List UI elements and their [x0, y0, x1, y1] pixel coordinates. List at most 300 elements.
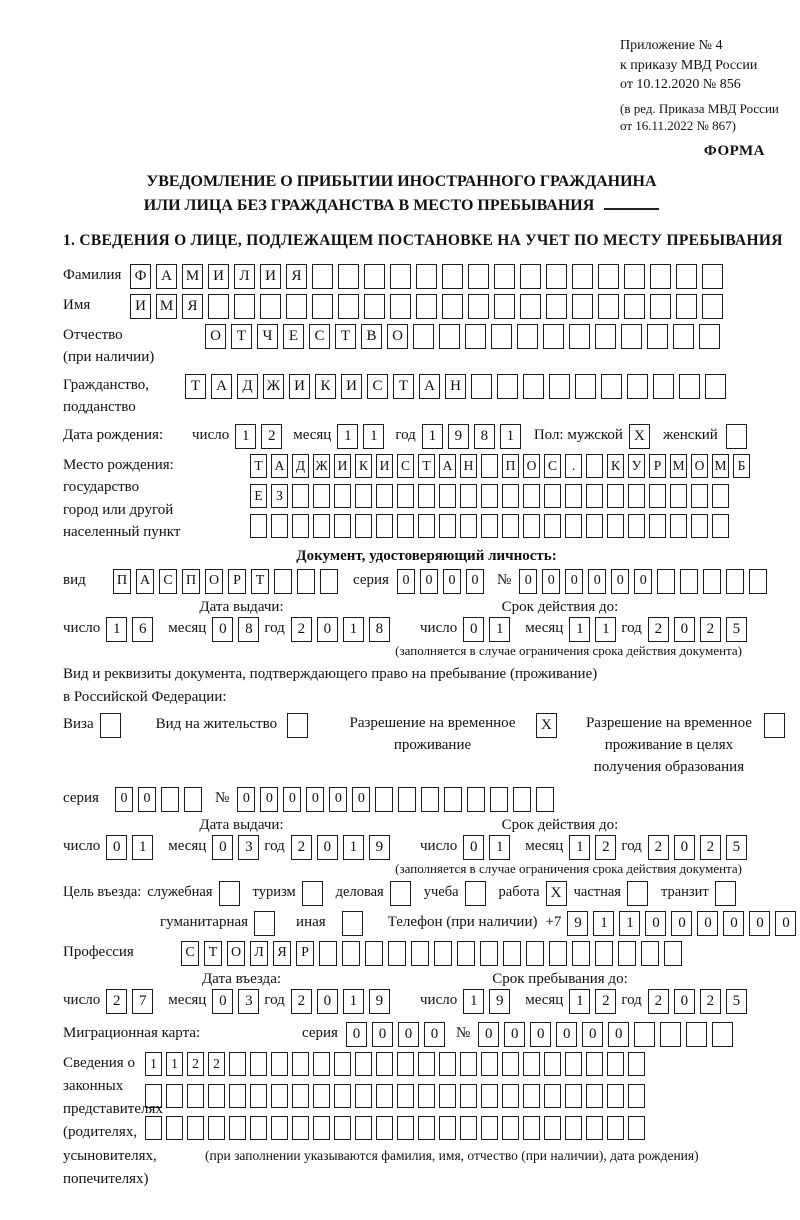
form-cell[interactable] [702, 294, 723, 319]
form-cell[interactable] [650, 264, 671, 289]
document-kind-cells[interactable] [113, 569, 343, 594]
form-cell[interactable]: X [536, 713, 557, 738]
form-cell[interactable]: И [130, 294, 151, 319]
form-cell[interactable]: 1 [569, 835, 590, 860]
stay-number-cells[interactable] [237, 787, 559, 812]
form-cell[interactable]: 2 [648, 835, 669, 860]
form-cell[interactable] [312, 264, 333, 289]
form-cell[interactable]: 0 [212, 617, 233, 642]
form-cell[interactable]: П [182, 569, 200, 594]
form-cell[interactable]: 0 [674, 617, 695, 642]
form-cell[interactable]: Т [418, 454, 435, 478]
form-cell[interactable]: О [205, 569, 223, 594]
form-cell[interactable]: 1 [337, 424, 358, 449]
form-cell[interactable]: 1 [166, 1052, 183, 1076]
form-cell[interactable] [595, 941, 613, 966]
form-cell[interactable] [670, 484, 687, 508]
form-cell[interactable]: Л [250, 941, 268, 966]
form-cell[interactable]: 2 [700, 617, 721, 642]
form-cell[interactable] [726, 424, 747, 449]
form-cell[interactable]: 0 [565, 569, 583, 594]
form-cell[interactable] [250, 1084, 267, 1108]
form-cell[interactable] [657, 569, 675, 594]
form-cell[interactable] [388, 941, 406, 966]
form-cell[interactable]: 0 [530, 1022, 551, 1047]
form-cell[interactable]: 0 [260, 787, 278, 812]
form-cell[interactable]: X [629, 424, 650, 449]
form-cell[interactable]: Р [296, 941, 314, 966]
form-cell[interactable] [523, 374, 544, 399]
form-cell[interactable] [411, 941, 429, 966]
id-valid-year-cells[interactable] [648, 617, 752, 642]
form-cell[interactable]: 1 [569, 617, 590, 642]
form-cell[interactable] [355, 1084, 372, 1108]
form-cell[interactable]: 2 [648, 989, 669, 1014]
form-cell[interactable] [702, 264, 723, 289]
form-cell[interactable]: Я [182, 294, 203, 319]
form-cell[interactable] [546, 294, 567, 319]
form-cell[interactable]: X [546, 881, 567, 906]
form-cell[interactable]: Т [393, 374, 414, 399]
form-cell[interactable] [161, 787, 179, 812]
form-cell[interactable] [439, 1116, 456, 1140]
form-cell[interactable]: О [691, 454, 708, 478]
form-cell[interactable]: М [670, 454, 687, 478]
stay-issue-year-cells[interactable] [291, 835, 395, 860]
form-cell[interactable]: 1 [595, 617, 616, 642]
form-cell[interactable] [705, 374, 726, 399]
form-cell[interactable] [421, 787, 439, 812]
form-cell[interactable] [229, 1052, 246, 1076]
document-series-cells[interactable] [397, 569, 489, 594]
form-cell[interactable]: 0 [443, 569, 461, 594]
form-cell[interactable]: 0 [346, 1022, 367, 1047]
sex-female-checkbox[interactable] [726, 424, 752, 449]
form-cell[interactable] [673, 324, 694, 349]
form-cell[interactable] [481, 1052, 498, 1076]
form-cell[interactable]: М [156, 294, 177, 319]
form-cell[interactable]: К [607, 454, 624, 478]
form-cell[interactable]: 0 [424, 1022, 445, 1047]
form-cell[interactable]: З [271, 484, 288, 508]
surname-cells[interactable] [130, 264, 728, 289]
form-cell[interactable] [442, 294, 463, 319]
document-number-cells[interactable] [519, 569, 772, 594]
form-cell[interactable] [271, 1084, 288, 1108]
form-cell[interactable] [457, 941, 475, 966]
form-cell[interactable] [467, 787, 485, 812]
form-cell[interactable] [292, 514, 309, 538]
form-cell[interactable]: . [565, 454, 582, 478]
form-cell[interactable]: 0 [608, 1022, 629, 1047]
form-cell[interactable] [595, 324, 616, 349]
form-cell[interactable] [680, 569, 698, 594]
stay-until-year-cells[interactable] [648, 989, 752, 1014]
form-cell[interactable]: С [544, 454, 561, 478]
form-cell[interactable] [292, 484, 309, 508]
form-cell[interactable] [624, 264, 645, 289]
form-cell[interactable] [628, 1052, 645, 1076]
form-cell[interactable] [712, 1022, 733, 1047]
form-cell[interactable]: 0 [398, 1022, 419, 1047]
form-cell[interactable] [502, 514, 519, 538]
form-cell[interactable] [229, 1084, 246, 1108]
form-cell[interactable]: 5 [726, 989, 747, 1014]
form-cell[interactable]: Т [204, 941, 222, 966]
form-cell[interactable] [480, 941, 498, 966]
form-cell[interactable] [544, 1116, 561, 1140]
purpose-study-checkbox[interactable] [465, 881, 491, 906]
form-cell[interactable] [444, 787, 462, 812]
form-cell[interactable]: 0 [397, 569, 415, 594]
form-cell[interactable]: И [341, 374, 362, 399]
form-cell[interactable]: Н [445, 374, 466, 399]
form-cell[interactable]: 0 [542, 569, 560, 594]
form-cell[interactable] [494, 264, 515, 289]
form-cell[interactable]: Р [649, 454, 666, 478]
form-cell[interactable]: 7 [132, 989, 153, 1014]
form-cell[interactable]: 1 [619, 911, 640, 936]
form-cell[interactable]: 6 [132, 617, 153, 642]
form-cell[interactable] [442, 264, 463, 289]
form-cell[interactable]: 1 [106, 617, 127, 642]
form-cell[interactable]: 0 [212, 989, 233, 1014]
form-cell[interactable]: 0 [671, 911, 692, 936]
form-cell[interactable]: А [419, 374, 440, 399]
form-cell[interactable] [526, 941, 544, 966]
representatives-cells-row3[interactable] [145, 1116, 649, 1140]
id-issue-day-cells[interactable] [106, 617, 158, 642]
form-cell[interactable]: Ч [257, 324, 278, 349]
form-cell[interactable] [355, 1052, 372, 1076]
form-cell[interactable] [481, 1084, 498, 1108]
form-cell[interactable]: 9 [489, 989, 510, 1014]
migration-series-cells[interactable] [346, 1022, 450, 1047]
id-issue-month-cells[interactable] [212, 617, 264, 642]
form-cell[interactable]: 5 [726, 835, 747, 860]
form-cell[interactable] [375, 787, 393, 812]
form-cell[interactable] [481, 484, 498, 508]
form-cell[interactable] [334, 1052, 351, 1076]
form-cell[interactable] [544, 1084, 561, 1108]
form-cell[interactable]: С [367, 374, 388, 399]
form-cell[interactable]: 3 [238, 835, 259, 860]
birth-month-cells[interactable] [337, 424, 389, 449]
form-cell[interactable] [390, 294, 411, 319]
form-cell[interactable] [292, 1116, 309, 1140]
form-cell[interactable]: И [260, 264, 281, 289]
form-cell[interactable]: Ж [313, 454, 330, 478]
form-cell[interactable] [494, 294, 515, 319]
form-cell[interactable] [565, 1116, 582, 1140]
phone-cells[interactable] [567, 911, 800, 936]
form-cell[interactable] [628, 1084, 645, 1108]
stay-until-month-cells[interactable] [569, 989, 621, 1014]
form-cell[interactable] [271, 514, 288, 538]
form-cell[interactable]: 2 [291, 835, 312, 860]
form-cell[interactable] [439, 1084, 456, 1108]
form-cell[interactable]: 1 [343, 617, 364, 642]
form-cell[interactable]: 1 [343, 835, 364, 860]
form-cell[interactable]: С [397, 454, 414, 478]
form-cell[interactable]: 1 [132, 835, 153, 860]
form-cell[interactable] [234, 294, 255, 319]
form-cell[interactable] [621, 324, 642, 349]
form-cell[interactable]: 9 [448, 424, 469, 449]
form-cell[interactable] [355, 484, 372, 508]
form-cell[interactable] [764, 713, 785, 738]
form-cell[interactable] [607, 1084, 624, 1108]
form-cell[interactable] [292, 1052, 309, 1076]
form-cell[interactable] [572, 294, 593, 319]
form-cell[interactable]: 0 [352, 787, 370, 812]
birth-day-cells[interactable] [235, 424, 287, 449]
form-cell[interactable]: 0 [283, 787, 301, 812]
form-cell[interactable] [398, 787, 416, 812]
form-cell[interactable] [565, 484, 582, 508]
form-cell[interactable]: 1 [569, 989, 590, 1014]
form-cell[interactable]: И [376, 454, 393, 478]
form-cell[interactable] [465, 324, 486, 349]
form-cell[interactable] [338, 264, 359, 289]
form-cell[interactable] [586, 484, 603, 508]
form-cell[interactable] [468, 264, 489, 289]
form-cell[interactable] [319, 941, 337, 966]
form-cell[interactable]: М [712, 454, 729, 478]
form-cell[interactable] [607, 1052, 624, 1076]
form-cell[interactable]: 0 [317, 989, 338, 1014]
form-cell[interactable] [546, 264, 567, 289]
form-cell[interactable] [397, 514, 414, 538]
form-cell[interactable] [543, 324, 564, 349]
form-cell[interactable]: 1 [145, 1052, 162, 1076]
temp-residence-edu-checkbox[interactable] [764, 713, 790, 738]
form-cell[interactable] [390, 881, 411, 906]
form-cell[interactable]: 0 [674, 989, 695, 1014]
form-cell[interactable] [439, 514, 456, 538]
form-cell[interactable] [491, 324, 512, 349]
purpose-official-checkbox[interactable] [219, 881, 245, 906]
form-cell[interactable] [607, 514, 624, 538]
form-cell[interactable] [586, 514, 603, 538]
form-cell[interactable] [287, 713, 308, 738]
form-cell[interactable]: О [205, 324, 226, 349]
form-cell[interactable] [598, 294, 619, 319]
form-cell[interactable]: 2 [700, 835, 721, 860]
purpose-work-checkbox[interactable] [546, 881, 572, 906]
form-cell[interactable] [726, 569, 744, 594]
form-cell[interactable] [376, 484, 393, 508]
form-cell[interactable] [338, 294, 359, 319]
form-cell[interactable] [413, 324, 434, 349]
form-cell[interactable]: О [523, 454, 540, 478]
form-cell[interactable] [598, 264, 619, 289]
form-cell[interactable]: 1 [235, 424, 256, 449]
form-cell[interactable]: 2 [595, 835, 616, 860]
form-cell[interactable]: К [355, 454, 372, 478]
form-cell[interactable]: Б [733, 454, 750, 478]
form-cell[interactable]: К [315, 374, 336, 399]
form-cell[interactable]: Н [460, 454, 477, 478]
form-cell[interactable] [523, 1116, 540, 1140]
birthplace-cells-row2[interactable] [250, 484, 733, 508]
form-cell[interactable]: 1 [463, 989, 484, 1014]
id-valid-day-cells[interactable] [463, 617, 515, 642]
form-cell[interactable] [460, 1052, 477, 1076]
form-cell[interactable] [523, 1052, 540, 1076]
form-cell[interactable]: 0 [611, 569, 629, 594]
birthplace-cells-row3[interactable] [250, 514, 733, 538]
form-cell[interactable]: 0 [115, 787, 133, 812]
form-cell[interactable]: 0 [588, 569, 606, 594]
given-name-cells[interactable] [130, 294, 728, 319]
form-cell[interactable]: О [387, 324, 408, 349]
form-cell[interactable] [100, 713, 121, 738]
form-cell[interactable]: 8 [238, 617, 259, 642]
form-cell[interactable] [536, 787, 554, 812]
form-cell[interactable] [334, 514, 351, 538]
birth-year-cells[interactable] [422, 424, 526, 449]
form-cell[interactable] [397, 1116, 414, 1140]
form-cell[interactable]: 0 [372, 1022, 393, 1047]
form-cell[interactable] [691, 484, 708, 508]
form-cell[interactable]: С [159, 569, 177, 594]
form-cell[interactable]: 0 [463, 617, 484, 642]
form-cell[interactable]: И [334, 454, 351, 478]
form-cell[interactable]: 0 [329, 787, 347, 812]
form-cell[interactable]: 2 [700, 989, 721, 1014]
citizenship-cells[interactable] [185, 374, 731, 399]
form-cell[interactable] [418, 484, 435, 508]
form-cell[interactable] [460, 514, 477, 538]
entry-day-cells[interactable] [106, 989, 158, 1014]
form-cell[interactable]: Л [234, 264, 255, 289]
form-cell[interactable]: И [289, 374, 310, 399]
form-cell[interactable] [502, 1116, 519, 1140]
form-cell[interactable] [565, 1052, 582, 1076]
form-cell[interactable]: Т [335, 324, 356, 349]
stay-valid-year-cells[interactable] [648, 835, 752, 860]
form-cell[interactable] [549, 374, 570, 399]
form-cell[interactable] [586, 1084, 603, 1108]
form-cell[interactable] [490, 787, 508, 812]
form-cell[interactable] [601, 374, 622, 399]
form-cell[interactable] [320, 569, 338, 594]
form-cell[interactable] [468, 294, 489, 319]
form-cell[interactable] [664, 941, 682, 966]
form-cell[interactable] [565, 514, 582, 538]
form-cell[interactable]: 1 [489, 835, 510, 860]
form-cell[interactable]: М [182, 264, 203, 289]
form-cell[interactable]: А [156, 264, 177, 289]
form-cell[interactable]: 0 [212, 835, 233, 860]
form-cell[interactable]: 0 [723, 911, 744, 936]
stay-valid-day-cells[interactable] [463, 835, 515, 860]
form-cell[interactable]: 0 [463, 835, 484, 860]
form-cell[interactable]: 1 [500, 424, 521, 449]
form-cell[interactable]: 0 [674, 835, 695, 860]
form-cell[interactable] [572, 941, 590, 966]
form-cell[interactable]: 2 [187, 1052, 204, 1076]
form-cell[interactable] [520, 294, 541, 319]
form-cell[interactable]: 1 [422, 424, 443, 449]
form-cell[interactable] [390, 264, 411, 289]
purpose-business-checkbox[interactable] [390, 881, 416, 906]
purpose-tourism-checkbox[interactable] [302, 881, 328, 906]
form-cell[interactable] [439, 324, 460, 349]
form-cell[interactable] [502, 1084, 519, 1108]
form-cell[interactable]: 0 [556, 1022, 577, 1047]
form-cell[interactable]: 0 [317, 617, 338, 642]
form-cell[interactable]: 2 [261, 424, 282, 449]
residence-permit-checkbox[interactable] [287, 713, 313, 738]
form-cell[interactable] [523, 484, 540, 508]
form-cell[interactable]: 2 [106, 989, 127, 1014]
form-cell[interactable] [676, 264, 697, 289]
form-cell[interactable] [481, 454, 498, 478]
migration-number-cells[interactable] [478, 1022, 738, 1047]
form-cell[interactable] [523, 514, 540, 538]
form-cell[interactable] [628, 1116, 645, 1140]
form-cell[interactable] [250, 1052, 267, 1076]
form-cell[interactable] [418, 1116, 435, 1140]
form-cell[interactable]: 1 [489, 617, 510, 642]
form-cell[interactable] [502, 484, 519, 508]
form-cell[interactable] [649, 484, 666, 508]
stay-issue-month-cells[interactable] [212, 835, 264, 860]
form-cell[interactable]: 9 [567, 911, 588, 936]
form-cell[interactable]: В [361, 324, 382, 349]
form-cell[interactable]: Т [185, 374, 206, 399]
form-cell[interactable] [712, 514, 729, 538]
form-cell[interactable] [250, 514, 267, 538]
form-cell[interactable] [416, 294, 437, 319]
form-cell[interactable]: 0 [504, 1022, 525, 1047]
form-cell[interactable]: Я [273, 941, 291, 966]
representatives-cells-row1[interactable] [145, 1052, 649, 1076]
form-cell[interactable] [679, 374, 700, 399]
form-cell[interactable] [749, 569, 767, 594]
form-cell[interactable] [313, 1116, 330, 1140]
form-cell[interactable]: Т [251, 569, 269, 594]
form-cell[interactable]: С [181, 941, 199, 966]
form-cell[interactable] [627, 881, 648, 906]
stay-issue-day-cells[interactable] [106, 835, 158, 860]
form-cell[interactable] [229, 1116, 246, 1140]
form-cell[interactable] [274, 569, 292, 594]
form-cell[interactable] [628, 484, 645, 508]
form-cell[interactable] [334, 484, 351, 508]
form-cell[interactable]: 0 [697, 911, 718, 936]
form-cell[interactable] [586, 1116, 603, 1140]
form-cell[interactable] [523, 1084, 540, 1108]
form-cell[interactable] [397, 1084, 414, 1108]
form-cell[interactable]: 0 [138, 787, 156, 812]
form-cell[interactable] [699, 324, 720, 349]
form-cell[interactable] [503, 941, 521, 966]
form-cell[interactable]: Я [286, 264, 307, 289]
form-cell[interactable]: Ф [130, 264, 151, 289]
form-cell[interactable]: 0 [237, 787, 255, 812]
form-cell[interactable]: У [628, 454, 645, 478]
form-cell[interactable]: А [136, 569, 154, 594]
form-cell[interactable] [586, 1052, 603, 1076]
form-cell[interactable] [313, 484, 330, 508]
form-cell[interactable] [364, 294, 385, 319]
id-valid-month-cells[interactable] [569, 617, 621, 642]
form-cell[interactable] [286, 294, 307, 319]
form-cell[interactable]: С [309, 324, 330, 349]
